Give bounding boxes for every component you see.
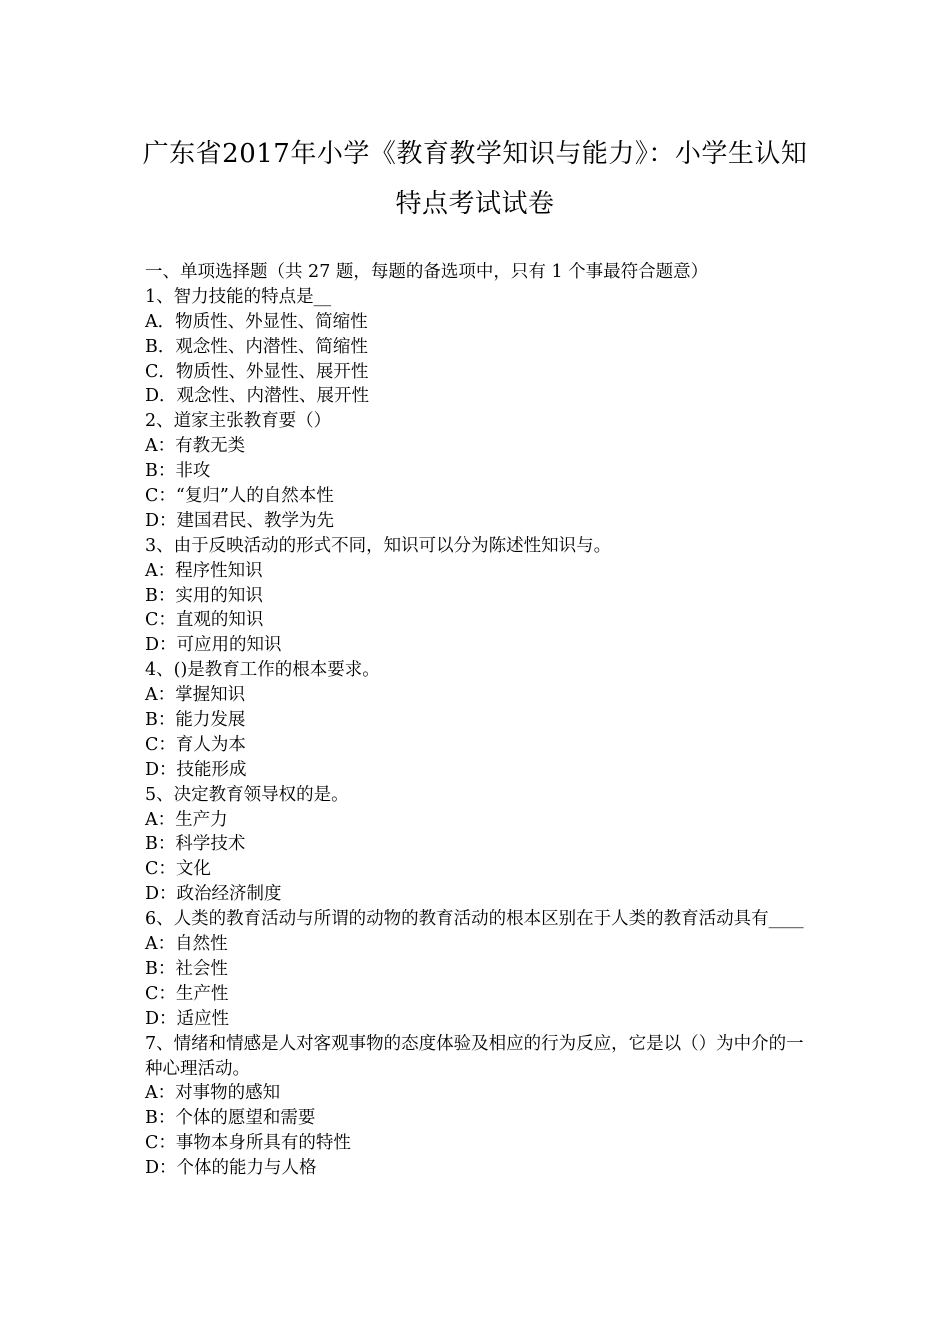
question-stem: 5、决定教育领导权的是。 xyxy=(145,784,349,805)
question-stem: 2、道家主张教育要（） xyxy=(145,411,332,432)
option-b: B：科学技术 xyxy=(145,834,246,855)
question-stem: 7、情绪和情感是人对客观事物的态度体验及相应的行为反应，它是以（）为中介的一种心理活动。 xyxy=(145,1033,804,1079)
option-d: D．观念性、内潜性、展开性 xyxy=(145,386,370,407)
question-stem: 1、智力技能的特点是__ xyxy=(145,286,332,307)
option-a: A：自然性 xyxy=(145,934,228,955)
option-c: C：育人为本 xyxy=(145,734,246,755)
option-c: C：生产性 xyxy=(145,983,229,1004)
option-d: D：技能形成 xyxy=(145,759,247,780)
question-stem: 3、由于反映活动的形式不同，知识可以分为陈述性知识与。 xyxy=(145,535,612,556)
question-3 xyxy=(145,534,810,658)
option-d: D：建国君民、教学为先 xyxy=(145,510,335,531)
option-a: A：对事物的感知 xyxy=(145,1083,281,1104)
question-stem: 6、人类的教育活动与所谓的动物的教育活动的根本区别在于人类的教育活动具有____ xyxy=(145,909,804,930)
option-a: A：有教无类 xyxy=(145,436,246,457)
option-b: B：社会性 xyxy=(145,958,228,979)
option-d: D：政治经济制度 xyxy=(145,884,282,905)
option-b: B：个体的愿望和需要 xyxy=(145,1108,316,1129)
option-c: C．物质性、外显性、展开性 xyxy=(145,361,369,382)
question-1 xyxy=(145,285,810,409)
question-4 xyxy=(145,658,810,782)
question-7 xyxy=(145,1032,810,1181)
option-d: D：可应用的知识 xyxy=(145,635,282,656)
exam-body xyxy=(145,260,810,1181)
option-d: D：个体的能力与人格 xyxy=(145,1158,317,1179)
option-b: B：非攻 xyxy=(145,461,211,482)
question-5 xyxy=(145,783,810,907)
document-title-line-2: 特点考试试卷 xyxy=(395,189,555,219)
option-a: A：生产力 xyxy=(145,809,228,830)
question-stem: 4、()是教育工作的根本要求。 xyxy=(145,660,380,681)
section-heading: 一、单项选择题（共 27 题，每题的备选项中，只有 1 个事最符合题意） xyxy=(145,262,709,282)
question-2 xyxy=(145,409,810,533)
option-c: C：“复归”人的自然本性 xyxy=(145,486,334,507)
option-b: B：实用的知识 xyxy=(145,585,263,606)
document-title-line-1: 广东省2017年小学《教育教学知识与能力》：小学生认知 xyxy=(142,139,808,169)
option-a: A：掌握知识 xyxy=(145,685,246,706)
option-a: A．物质性、外显性、简缩性 xyxy=(145,311,368,332)
option-c: C：直观的知识 xyxy=(145,610,264,631)
question-6 xyxy=(145,907,810,1031)
option-b: B：能力发展 xyxy=(145,710,246,731)
option-d: D：适应性 xyxy=(145,1008,230,1029)
option-b: B．观念性、内潜性、简缩性 xyxy=(145,336,368,357)
option-c: C：文化 xyxy=(145,859,211,880)
option-c: C：事物本身所具有的特性 xyxy=(145,1133,351,1154)
option-a: A：程序性知识 xyxy=(145,560,263,581)
